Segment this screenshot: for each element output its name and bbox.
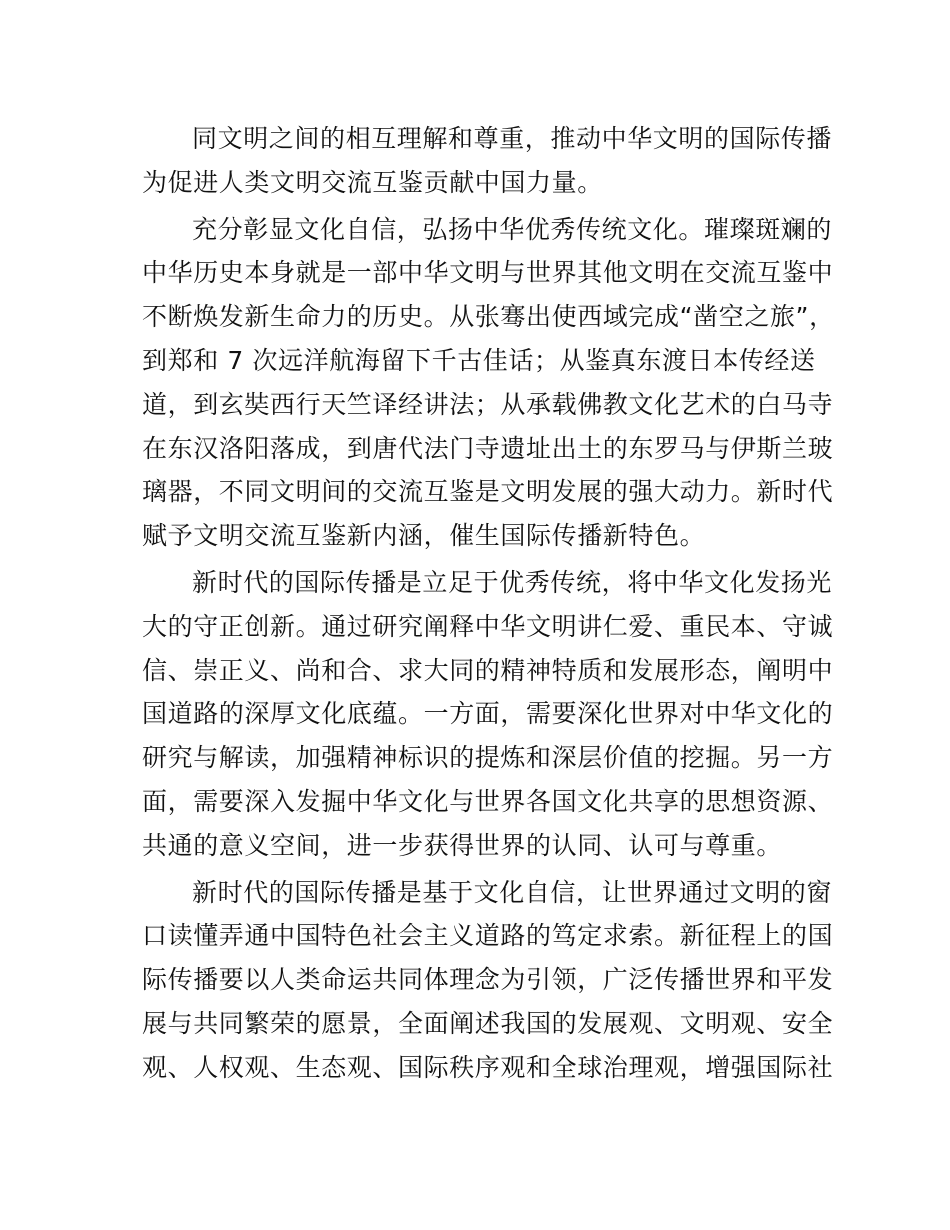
text-line: 新时代的国际传播是立足于优秀传统，将中华文化发扬光: [192, 567, 833, 597]
text-line: 共通的意义空间，进一步获得世界的认同、认可与尊重。: [142, 830, 783, 860]
text-line: 赋予文明交流互鉴新内涵，催生国际传播新特色。: [142, 521, 706, 551]
text-line: 研究与解读，加强精神标识的提炼和深层价值的挖掘。另一方: [142, 743, 834, 773]
text-line: 国道路的深厚文化底蕴。一方面，需要深化世界对中华文化的: [142, 699, 834, 729]
text-line: 信、崇正义、尚和合、求大同的精神特质和发展形态，阐明中: [142, 655, 834, 685]
text-line: 新时代的国际传播是基于文化自信，让世界通过文明的窗: [192, 877, 833, 907]
body-text: [142, 117, 835, 1090]
paragraph-3: [142, 561, 834, 868]
paragraph-1: [142, 117, 833, 205]
text-line: 观、人权观、生态观、国际秩序观和全球治理观，增强国际社: [142, 1052, 834, 1082]
text-line: 道，到玄奘西行天竺译经讲法；从承载佛教文化艺术的白马寺: [142, 389, 834, 419]
text-line: 璃器，不同文明间的交流互鉴是文明发展的强大动力。新时代: [142, 477, 834, 507]
text-line: 同文明之间的相互理解和尊重，推动中华文明的国际传播: [192, 124, 833, 153]
text-line: 中华历史本身就是一部中华文明与世界其他文明在交流互鉴中: [142, 258, 834, 288]
text-line: 到郑和 7 次远洋航海留下千古佳话；从鉴真东渡日本传经送: [142, 345, 816, 375]
paragraph-2: [142, 208, 835, 558]
text-line: 在东汉洛阳落成，到唐代法门寺遗址出土的东罗马与伊斯兰玻: [142, 433, 834, 463]
paragraph-4: [142, 871, 834, 1090]
text-line: 为促进人类文明交流互鉴贡献中国力量。: [142, 167, 603, 197]
text-line: 际传播要以人类命运共同体理念为引领，广泛传播世界和平发: [142, 965, 834, 995]
text-line: 展与共同繁荣的愿景，全面阐述我国的发展观、文明观、安全: [142, 1008, 834, 1038]
text-line: 口读懂弄通中国特色社会主义道路的笃定求索。新征程上的国: [142, 921, 834, 951]
text-line: 面，需要深入发掘中华文化与世界各国文化共享的思想资源、: [142, 786, 834, 816]
text-line: 不断焕发新生命力的历史。从张骞出使西域完成“凿空之旅”，: [142, 302, 835, 332]
text-line: 充分彰显文化自信，弘扬中华优秀传统文化。璀璨斑斓的: [192, 214, 833, 244]
text-line: 大的守正创新。通过研究阐释中华文明讲仁爱、重民本、守诚: [142, 611, 834, 641]
